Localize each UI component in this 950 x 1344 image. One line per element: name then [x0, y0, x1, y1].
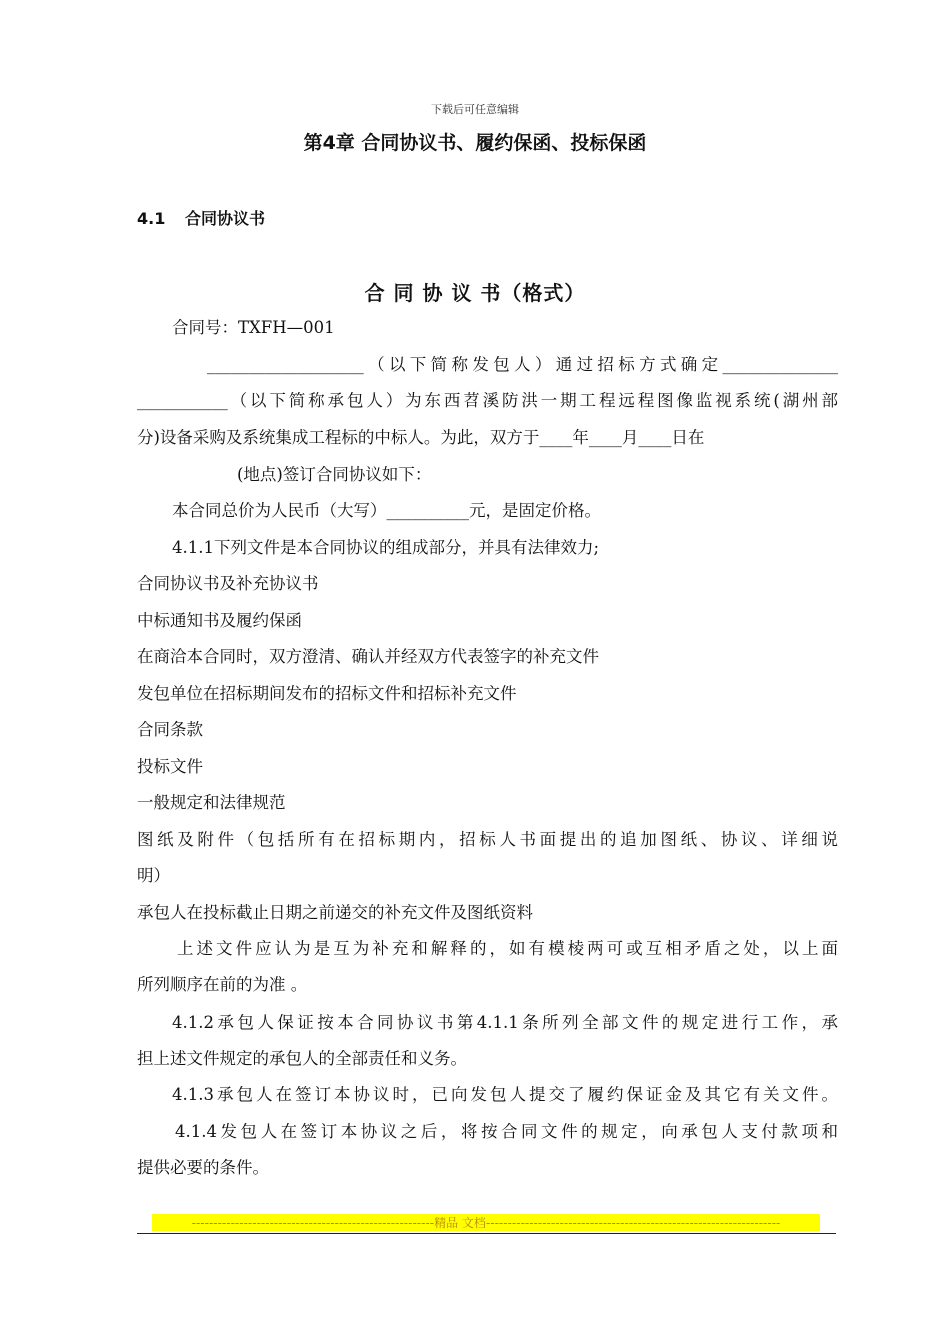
intro-line-3: 分)设备采购及系统集成工程标的中标人。为此，双方于____年____月____日在	[137, 428, 705, 447]
clause-4-1-4-line-1: 4.1.4发包人在签订本协议之后，将按合同文件的规定，向承包人支付款项和	[175, 1122, 838, 1141]
document-item: 在商洽本合同时，双方澄清、确认并经双方代表签字的补充文件	[137, 647, 599, 666]
section-number: 4.1	[137, 209, 166, 228]
document-title: 合 同 协 议 书（格式）	[364, 281, 586, 305]
supplement-line: 承包人在投标截止日期之前递交的补充文件及图纸资料	[137, 903, 533, 922]
clause-4-1-2-line-1: 4.1.2承包人保证按本合同协议书第4.1.1条所列全部文件的规定进行工作，承	[172, 1013, 838, 1032]
contract-number: 合同号：TXFH—001	[172, 318, 335, 337]
priority-line-1: 上述文件应认为是互为补充和解释的，如有模棱两可或互相矛盾之处，以上面	[177, 939, 838, 958]
priority-line-2: 所列顺序在前的为准 。	[137, 975, 308, 994]
intro-line-4: (地点)签订合同协议如下：	[237, 465, 432, 484]
clause-4-1-3: 4.1.3承包人在签订本协议时，已向发包人提交了履约保证金及其它有关文件。	[172, 1085, 838, 1104]
intro-line-2: ___________（以下简称承包人）为东西苕溪防洪一期工程远程图像监视系统(湖州部	[137, 391, 838, 410]
document-item: 投标文件	[137, 757, 203, 776]
clause-4-1-1: 4.1.1下列文件是本合同协议的组成部分，并具有法律效力;	[172, 538, 600, 557]
intro-line-1: ___________________（以下简称发包人）通过招标方式确定______________	[207, 355, 838, 374]
document-item: 一般规定和法律规范	[137, 793, 286, 812]
document-item: 发包单位在招标期间发布的招标文件和招标补充文件	[137, 684, 517, 703]
header-watermark: 下载后可任意编辑	[431, 103, 519, 116]
price-line: 本合同总价为人民币（大写）__________元，是固定价格。	[172, 501, 601, 520]
section-heading	[137, 206, 265, 229]
document-item: 合同条款	[137, 720, 203, 739]
document-item: 合同协议书及补充协议书	[137, 574, 319, 593]
section-title: 合同协议书	[185, 209, 266, 228]
footer-rule	[137, 1233, 836, 1234]
clause-4-1-2-line-2: 担上述文件规定的承包人的全部责任和义务。	[137, 1049, 467, 1068]
footer-banner: --------------------------------------------------------精品 文档--------------------------------------------------------------------	[152, 1214, 820, 1231]
document-item: 中标通知书及履约保函	[137, 611, 302, 630]
clause-4-1-4-line-2: 提供必要的条件。	[137, 1158, 269, 1177]
drawings-line-1: 图纸及附件（包括所有在招标期内，招标人书面提出的追加图纸、协议、详细说	[137, 830, 838, 849]
drawings-line-2: 明）	[137, 866, 170, 885]
chapter-title: 第4章 合同协议书、履约保函、投标保函	[303, 132, 647, 154]
